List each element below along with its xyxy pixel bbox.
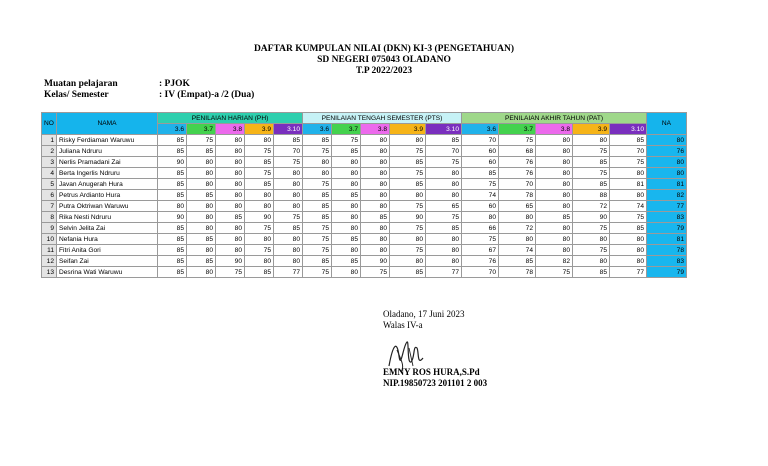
row-number: 3 xyxy=(42,157,57,168)
pts-score: 80 xyxy=(390,256,426,267)
pat-score: 70 xyxy=(462,135,499,146)
pat-score: 85 xyxy=(573,179,610,190)
ph-score: 90 xyxy=(216,256,245,267)
table-row xyxy=(42,146,687,157)
pts-score: 80 xyxy=(332,223,361,234)
pat-score: 80 xyxy=(610,245,647,256)
pts-score: 85 xyxy=(426,135,462,146)
student-name: Putra Oktriwan Waruwu xyxy=(57,201,158,212)
na-score: 77 xyxy=(647,201,687,212)
ph-score: 75 xyxy=(245,146,274,157)
ph-score: 80 xyxy=(216,223,245,234)
pts-score: 85 xyxy=(390,179,426,190)
ph-score: 80 xyxy=(187,157,216,168)
pts-score: 75 xyxy=(303,146,332,157)
ph-score: 85 xyxy=(187,146,216,157)
ph-score: 80 xyxy=(245,234,274,245)
ph-score: 80 xyxy=(216,168,245,179)
pat-score: 80 xyxy=(536,234,573,245)
ph-score: 75 xyxy=(274,212,303,223)
pat-score: 60 xyxy=(462,146,499,157)
row-number: 8 xyxy=(42,212,57,223)
ph-score: 80 xyxy=(216,146,245,157)
row-number: 6 xyxy=(42,190,57,201)
class-label: Kelas/ Semester xyxy=(44,90,109,100)
pat-score: 60 xyxy=(462,201,499,212)
row-number: 12 xyxy=(42,256,57,267)
pat-score: 75 xyxy=(573,245,610,256)
pts-score: 80 xyxy=(390,234,426,245)
pat-score: 70 xyxy=(462,267,499,278)
pts-score: 85 xyxy=(332,146,361,157)
table-row xyxy=(42,190,687,201)
student-name: Rika Nesti Ndruru xyxy=(57,212,158,223)
subheader-pts-3: 3.9 xyxy=(390,124,426,135)
pts-score: 90 xyxy=(361,256,390,267)
subject-label: Muatan pelajaran xyxy=(44,79,118,89)
document-title-line2: SD NEGERI 075043 OLADANO xyxy=(317,55,451,65)
ph-score: 80 xyxy=(245,190,274,201)
ph-score: 85 xyxy=(216,212,245,223)
column-header-name: NAMA xyxy=(57,113,158,135)
pat-score: 75 xyxy=(610,212,647,223)
pts-score: 80 xyxy=(303,157,332,168)
pat-score: 85 xyxy=(573,267,610,278)
student-name: Fitri Anita Gori xyxy=(57,245,158,256)
pts-score: 85 xyxy=(332,256,361,267)
pat-score: 85 xyxy=(536,212,573,223)
na-score: 82 xyxy=(647,190,687,201)
pts-score: 80 xyxy=(426,179,462,190)
pat-score: 60 xyxy=(462,157,499,168)
pts-score: 80 xyxy=(361,135,390,146)
subject-value: : PJOK xyxy=(159,79,190,89)
ph-score: 80 xyxy=(274,245,303,256)
ph-score: 80 xyxy=(187,223,216,234)
subheader-pat-0: 3.6 xyxy=(462,124,499,135)
sign-place-date: Oladano, 17 Juni 2023 xyxy=(383,309,465,319)
ph-score: 85 xyxy=(158,179,187,190)
pat-score: 88 xyxy=(573,190,610,201)
ph-score: 75 xyxy=(245,223,274,234)
pat-score: 70 xyxy=(610,146,647,157)
pat-score: 80 xyxy=(610,190,647,201)
table-row xyxy=(42,212,687,223)
pat-score: 80 xyxy=(573,135,610,146)
row-number: 4 xyxy=(42,168,57,179)
pat-score: 74 xyxy=(462,190,499,201)
pts-score: 80 xyxy=(332,245,361,256)
student-name: Javan Anugerah Hura xyxy=(57,179,158,190)
ph-score: 80 xyxy=(245,256,274,267)
pts-score: 85 xyxy=(426,223,462,234)
pat-score: 81 xyxy=(610,179,647,190)
pts-score: 75 xyxy=(390,223,426,234)
student-name: Nefania Hura xyxy=(57,234,158,245)
pts-score: 85 xyxy=(303,135,332,146)
pts-score: 85 xyxy=(361,212,390,223)
ph-score: 75 xyxy=(245,245,274,256)
student-name: Nerlis Pramadani Zai xyxy=(57,157,158,168)
pat-score: 85 xyxy=(462,168,499,179)
pat-score: 80 xyxy=(536,146,573,157)
table-row xyxy=(42,245,687,256)
ph-score: 85 xyxy=(245,157,274,168)
student-name: Berta Ingerlis Ndruru xyxy=(57,168,158,179)
pat-score: 74 xyxy=(610,201,647,212)
pts-score: 75 xyxy=(332,135,361,146)
pat-score: 90 xyxy=(573,212,610,223)
na-score: 76 xyxy=(647,146,687,157)
pts-score: 80 xyxy=(303,168,332,179)
row-number: 5 xyxy=(42,179,57,190)
pts-score: 75 xyxy=(426,212,462,223)
row-number: 7 xyxy=(42,201,57,212)
pat-score: 65 xyxy=(499,201,536,212)
group-header-ph: PENILAIAN HARIAN (PH) xyxy=(158,113,303,124)
ph-score: 80 xyxy=(216,135,245,146)
pat-score: 66 xyxy=(462,223,499,234)
subheader-ph-3: 3.9 xyxy=(245,124,274,135)
na-score: 83 xyxy=(647,256,687,267)
pts-score: 75 xyxy=(303,223,332,234)
pat-score: 80 xyxy=(536,223,573,234)
ph-score: 85 xyxy=(158,223,187,234)
ph-score: 80 xyxy=(216,245,245,256)
ph-score: 85 xyxy=(187,234,216,245)
pts-score: 75 xyxy=(390,146,426,157)
pts-score: 80 xyxy=(361,223,390,234)
table-row xyxy=(42,135,687,146)
ph-score: 85 xyxy=(245,179,274,190)
na-score: 79 xyxy=(647,267,687,278)
student-name: Juliana Ndruru xyxy=(57,146,158,157)
pts-score: 75 xyxy=(390,245,426,256)
pts-score: 77 xyxy=(426,267,462,278)
ph-score: 85 xyxy=(158,256,187,267)
pat-score: 67 xyxy=(462,245,499,256)
subheader-pts-4: 3.10 xyxy=(426,124,462,135)
pts-score: 85 xyxy=(303,190,332,201)
ph-score: 80 xyxy=(274,201,303,212)
ph-score: 80 xyxy=(187,267,216,278)
subheader-pts-0: 3.6 xyxy=(303,124,332,135)
ph-score: 80 xyxy=(187,168,216,179)
table-row xyxy=(42,267,687,278)
pts-score: 85 xyxy=(390,267,426,278)
subheader-pat-2: 3.8 xyxy=(536,124,573,135)
ph-score: 85 xyxy=(274,223,303,234)
pts-score: 85 xyxy=(332,190,361,201)
subheader-pat-4: 3.10 xyxy=(610,124,647,135)
pts-score: 75 xyxy=(361,267,390,278)
pts-score: 80 xyxy=(426,245,462,256)
pts-score: 75 xyxy=(426,157,462,168)
pat-score: 85 xyxy=(610,223,647,234)
ph-score: 85 xyxy=(158,234,187,245)
pat-score: 75 xyxy=(462,234,499,245)
ph-score: 75 xyxy=(245,168,274,179)
pat-score: 76 xyxy=(462,256,499,267)
ph-score: 80 xyxy=(216,234,245,245)
na-score: 81 xyxy=(647,179,687,190)
subheader-ph-4: 3.10 xyxy=(274,124,303,135)
class-value: : IV (Empat)-a /2 (Dua) xyxy=(159,90,255,100)
pat-score: 78 xyxy=(499,190,536,201)
pts-score: 75 xyxy=(390,201,426,212)
document-title-line1: DAFTAR KUMPULAN NILAI (DKN) KI-3 (PENGETAHUAN) xyxy=(253,44,515,54)
pat-score: 76 xyxy=(499,168,536,179)
pts-score: 80 xyxy=(361,201,390,212)
group-header-pts: PENILAIAN TENGAH SEMESTER (PTS) xyxy=(303,113,462,124)
subheader-pts-2: 3.8 xyxy=(361,124,390,135)
ph-score: 80 xyxy=(245,135,274,146)
pts-score: 80 xyxy=(361,157,390,168)
row-number: 9 xyxy=(42,223,57,234)
ph-score: 85 xyxy=(158,267,187,278)
pts-score: 80 xyxy=(361,234,390,245)
na-score: 79 xyxy=(647,223,687,234)
pat-score: 75 xyxy=(462,179,499,190)
pts-score: 75 xyxy=(303,234,332,245)
pts-score: 80 xyxy=(361,245,390,256)
ph-score: 80 xyxy=(216,190,245,201)
ph-score: 90 xyxy=(245,212,274,223)
pat-score: 85 xyxy=(499,256,536,267)
subheader-ph-2: 3.8 xyxy=(216,124,245,135)
pts-score: 70 xyxy=(426,146,462,157)
table-row xyxy=(42,201,687,212)
pat-score: 80 xyxy=(536,135,573,146)
ph-score: 80 xyxy=(187,201,216,212)
ph-score: 85 xyxy=(158,190,187,201)
pts-score: 80 xyxy=(361,168,390,179)
pts-score: 80 xyxy=(332,267,361,278)
pts-score: 80 xyxy=(361,190,390,201)
document-title-line3: T.P 2022/2023 xyxy=(355,66,413,76)
pts-score: 85 xyxy=(303,212,332,223)
pts-score: 80 xyxy=(332,201,361,212)
student-name: Seifan Zai xyxy=(57,256,158,267)
pat-score: 85 xyxy=(610,135,647,146)
ph-score: 80 xyxy=(274,168,303,179)
pts-score: 75 xyxy=(303,245,332,256)
ph-score: 75 xyxy=(274,157,303,168)
table-row xyxy=(42,179,687,190)
ph-score: 80 xyxy=(187,179,216,190)
ph-score: 75 xyxy=(216,267,245,278)
pat-score: 75 xyxy=(610,157,647,168)
pat-score: 78 xyxy=(499,267,536,278)
pat-score: 80 xyxy=(573,256,610,267)
na-score: 80 xyxy=(647,135,687,146)
pat-score: 74 xyxy=(499,245,536,256)
column-header-na: NA xyxy=(647,113,687,135)
ph-score: 77 xyxy=(274,267,303,278)
ph-score: 80 xyxy=(158,201,187,212)
pts-score: 80 xyxy=(426,256,462,267)
pts-score: 80 xyxy=(426,190,462,201)
subheader-pts-1: 3.7 xyxy=(332,124,361,135)
ph-score: 80 xyxy=(245,201,274,212)
pts-score: 85 xyxy=(303,201,332,212)
pat-score: 80 xyxy=(499,234,536,245)
sign-role: Walas IV-a xyxy=(383,320,423,330)
ph-score: 80 xyxy=(216,157,245,168)
pat-score: 72 xyxy=(573,201,610,212)
pat-score: 80 xyxy=(536,245,573,256)
pat-score: 80 xyxy=(536,168,573,179)
pts-score: 65 xyxy=(426,201,462,212)
ph-score: 80 xyxy=(187,212,216,223)
table-row xyxy=(42,234,687,245)
subheader-pat-1: 3.7 xyxy=(499,124,536,135)
pat-score: 76 xyxy=(499,157,536,168)
pts-score: 80 xyxy=(426,168,462,179)
pts-score: 85 xyxy=(390,157,426,168)
ph-score: 85 xyxy=(274,135,303,146)
ph-score: 85 xyxy=(187,190,216,201)
pat-score: 80 xyxy=(462,212,499,223)
table-row xyxy=(42,157,687,168)
group-header-pat: PENILAIAN AKHIR TAHUN (PAT) xyxy=(462,113,647,124)
row-number: 11 xyxy=(42,245,57,256)
pat-score: 80 xyxy=(536,201,573,212)
ph-score: 85 xyxy=(187,256,216,267)
student-name: Petrus Ardianto Hura xyxy=(57,190,158,201)
pts-score: 80 xyxy=(332,157,361,168)
pat-score: 70 xyxy=(499,179,536,190)
ph-score: 90 xyxy=(158,157,187,168)
pts-score: 90 xyxy=(390,212,426,223)
pat-score: 72 xyxy=(499,223,536,234)
pat-score: 68 xyxy=(499,146,536,157)
ph-score: 80 xyxy=(274,256,303,267)
pts-score: 85 xyxy=(303,256,332,267)
ph-score: 85 xyxy=(158,146,187,157)
pts-score: 80 xyxy=(361,179,390,190)
student-name: Desrina Wati Waruwu xyxy=(57,267,158,278)
ph-score: 85 xyxy=(158,135,187,146)
ph-score: 80 xyxy=(187,245,216,256)
pat-score: 85 xyxy=(573,157,610,168)
student-name: Selvin Jelita Zai xyxy=(57,223,158,234)
student-name: Risky Ferdiaman Waruwu xyxy=(57,135,158,146)
pat-score: 80 xyxy=(536,190,573,201)
pts-score: 80 xyxy=(332,212,361,223)
subheader-ph-0: 3.6 xyxy=(158,124,187,135)
na-score: 83 xyxy=(647,212,687,223)
pts-score: 80 xyxy=(332,179,361,190)
ph-score: 80 xyxy=(216,179,245,190)
pat-score: 75 xyxy=(536,267,573,278)
pts-score: 80 xyxy=(426,234,462,245)
pat-score: 80 xyxy=(610,168,647,179)
table-row xyxy=(42,223,687,234)
ph-score: 85 xyxy=(158,245,187,256)
pts-score: 80 xyxy=(390,190,426,201)
subheader-ph-1: 3.7 xyxy=(187,124,216,135)
grades-table xyxy=(41,112,687,278)
ph-score: 80 xyxy=(216,201,245,212)
row-number: 1 xyxy=(42,135,57,146)
pts-score: 75 xyxy=(303,179,332,190)
sign-nip: NIP.19850723 201101 2 003 xyxy=(383,378,488,388)
row-number: 2 xyxy=(42,146,57,157)
pat-score: 75 xyxy=(573,223,610,234)
ph-score: 85 xyxy=(158,168,187,179)
pat-score: 82 xyxy=(536,256,573,267)
na-score: 81 xyxy=(647,234,687,245)
table-row xyxy=(42,168,687,179)
ph-score: 75 xyxy=(187,135,216,146)
pat-score: 80 xyxy=(536,179,573,190)
pat-score: 80 xyxy=(610,256,647,267)
ph-score: 70 xyxy=(274,146,303,157)
row-number: 10 xyxy=(42,234,57,245)
ph-score: 80 xyxy=(274,234,303,245)
pts-score: 80 xyxy=(332,168,361,179)
na-score: 80 xyxy=(647,168,687,179)
row-number: 13 xyxy=(42,267,57,278)
pts-score: 75 xyxy=(390,168,426,179)
pat-score: 80 xyxy=(610,234,647,245)
table-row xyxy=(42,256,687,267)
pat-score: 77 xyxy=(610,267,647,278)
pts-score: 80 xyxy=(390,135,426,146)
subheader-pat-3: 3.9 xyxy=(573,124,610,135)
pat-score: 75 xyxy=(499,135,536,146)
pat-score: 80 xyxy=(573,234,610,245)
ph-score: 85 xyxy=(245,267,274,278)
na-score: 78 xyxy=(647,245,687,256)
pat-score: 80 xyxy=(499,212,536,223)
ph-score: 80 xyxy=(274,179,303,190)
pat-score: 80 xyxy=(536,157,573,168)
na-score: 80 xyxy=(647,157,687,168)
sign-name: EMNY ROS HURA,S.Pd xyxy=(383,367,480,377)
pat-score: 75 xyxy=(573,146,610,157)
pat-score: 75 xyxy=(573,168,610,179)
pts-score: 80 xyxy=(361,146,390,157)
pts-score: 75 xyxy=(303,267,332,278)
ph-score: 80 xyxy=(274,190,303,201)
pts-score: 85 xyxy=(332,234,361,245)
ph-score: 90 xyxy=(158,212,187,223)
column-header-no: NO xyxy=(42,113,57,135)
